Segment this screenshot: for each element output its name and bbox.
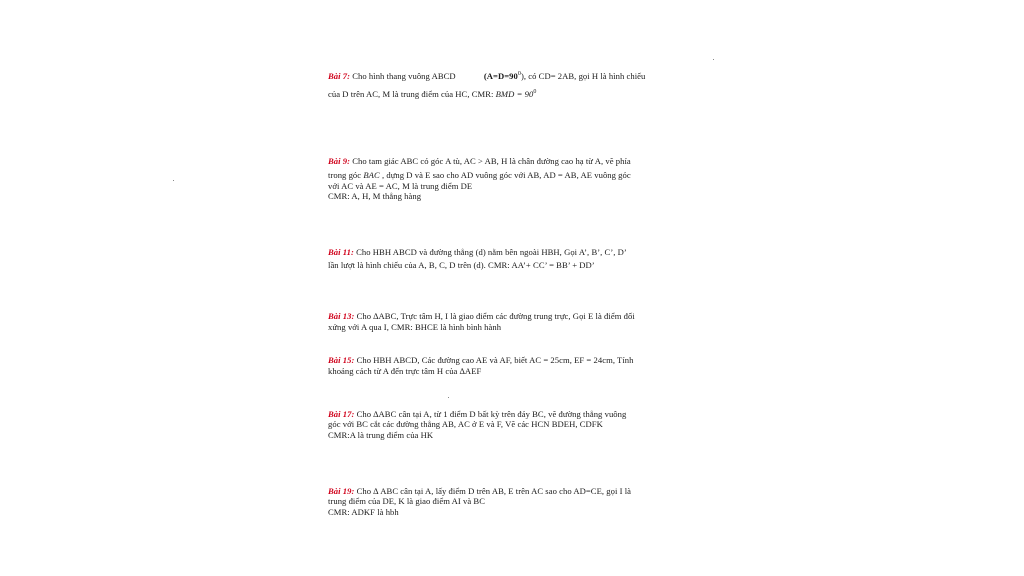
problem-9 (328, 156, 673, 202)
degree-superscript: 0 (533, 89, 537, 96)
problem-text: trong góc (328, 170, 364, 181)
problem-15 (328, 355, 673, 377)
angle-condition: (A=D=90 (483, 71, 518, 81)
problem-label: Bài 9: (328, 156, 351, 166)
problem-17 (328, 409, 673, 440)
problem-7 (328, 71, 673, 100)
scan-speck (448, 397, 449, 398)
problem-label: Bài 19: (328, 486, 355, 496)
problem-text: CMR: A, H, M thẳng hàng (328, 191, 422, 202)
problem-label: Bài 11: (328, 247, 354, 257)
angle-expression: BMD = 90 (495, 89, 534, 100)
problem-text: Cho ∆ ABC cân tại A, lấy điểm D trên AB, E trên AC sao cho AD=CE, gọi I là (354, 486, 632, 496)
problem-text: góc với BC cắt các đường thẳng AB, AC ở E và F, Vẽ các HCN BDEH, CDFK (328, 419, 603, 430)
problem-text: Cho ∆ABC cân tại A, từ 1 điểm D bất kỳ trên đáy BC, vẽ đường thẳng vuông (354, 409, 627, 419)
problem-label: Bài 15: (328, 355, 355, 365)
problem-text: Cho ∆ABC, Trực tâm H, I là giao điểm các đường trung trực, Gọi E là điểm đối (354, 311, 635, 321)
problem-text: Cho hình thang vuông ABCD (350, 71, 458, 81)
problem-text: ), có CD= 2AB, gọi H là hình chiếu (520, 71, 646, 81)
problem-text: của D trên AC, M là trung điểm của HC, CMR: (328, 89, 496, 100)
problem-text: trung điểm của DE, K là giao điểm AI và BC (328, 496, 485, 507)
problem-text: CMR: ADKF là hbh (328, 506, 399, 517)
problem-19 (328, 486, 673, 517)
problem-text: Cho HBH ABCD, Các đường cao AE và AF, biết AC = 25cm, EF = 24cm, Tính (354, 355, 634, 365)
degree-superscript: 0 (517, 71, 521, 78)
problem-label: Bài 7: (328, 71, 351, 81)
problem-11 (328, 247, 673, 271)
problem-text: Cho tam giác ABC có góc A tù, AC > AB, H là chân đường cao hạ từ A, vẽ phía (350, 156, 631, 166)
scan-speck (713, 59, 714, 60)
problem-text: CMR:A là trung điểm của HK (328, 429, 434, 440)
problem-text: Cho HBH ABCD và đường thẳng (d) nằm bên ngoài HBH, Gọi A’, B’, C’, D’ (353, 247, 627, 257)
problem-text: lần lượt là hình chiếu của A, B, C, D trên (d). CMR: AA’+ CC’ = BB’ + DD’ (328, 260, 595, 271)
angle-expression: BAC (363, 170, 380, 181)
problem-13 (328, 311, 673, 333)
problem-text: với AC và AE = AC, M là trung điểm DE (328, 180, 473, 191)
problem-text: xứng với A qua I, CMR: BHCE là hình bình hành (328, 322, 502, 333)
scan-speck (173, 180, 174, 181)
problem-text: khoảng cách từ A đến trực tâm H của ∆AEF (328, 366, 482, 377)
problem-text: , dựng D và E sao cho AD vuông góc với AB, AD = AB, AE vuông góc (379, 170, 631, 181)
problem-label: Bài 13: (328, 311, 355, 321)
problem-label: Bài 17: (328, 409, 355, 419)
